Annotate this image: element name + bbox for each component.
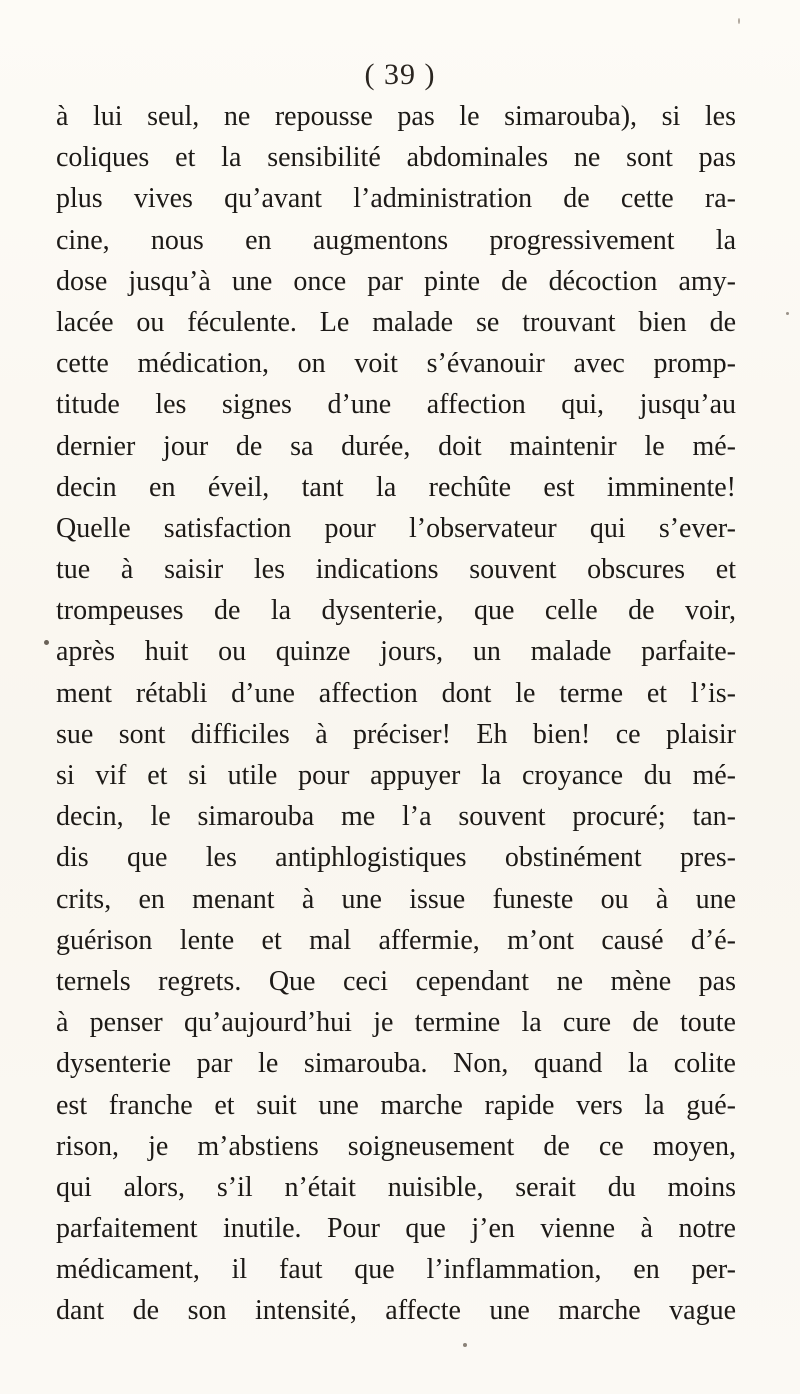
text-line: dis que les antiphlogistiques obstinément pres- bbox=[56, 842, 736, 874]
text-line: médicament, il faut que l’inflammation, en per- bbox=[56, 1254, 736, 1286]
text-line: decin, le simarouba me l’a souvent procuré; tan- bbox=[56, 801, 736, 833]
text-line: ment rétabli d’une affection dont le terme et l’is- bbox=[56, 677, 736, 709]
text-line: dysenterie par le simarouba. Non, quand la colite bbox=[56, 1048, 736, 1080]
text-line: cette médication, on voit s’évanouir avec promp- bbox=[56, 348, 736, 380]
paper-speck bbox=[738, 18, 740, 24]
text-line: tue à saisir les indications souvent obscures et bbox=[56, 554, 736, 586]
text-line: lacée ou féculente. Le malade se trouvant bien de bbox=[56, 306, 736, 338]
text-line: ternels regrets. Que ceci cependant ne mène pas bbox=[56, 965, 736, 997]
text-line: à penser qu’aujourd’hui je termine la cure de toute bbox=[56, 1007, 736, 1039]
page-number: ( 39 ) bbox=[364, 58, 436, 91]
text-line: sue sont difficiles à préciser! Eh bien! ce plaisir bbox=[56, 718, 736, 750]
text-line: crits, en menant à une issue funeste ou à une bbox=[56, 883, 736, 915]
text-line: à lui seul, ne repousse pas le simarouba), si les bbox=[56, 101, 736, 132]
paper-speck bbox=[463, 1343, 467, 1347]
text-line: titude les signes d’une affection qui, jusqu’au bbox=[56, 389, 736, 421]
paper-speck bbox=[786, 312, 789, 315]
text-line: cine, nous en augmentons progressivement la bbox=[56, 224, 736, 256]
paper-speck bbox=[44, 640, 49, 645]
text-line: après huit ou quinze jours, un malade parfaite- bbox=[56, 636, 736, 668]
text-line: parfaitement inutile. Pour que j’en vienne à notre bbox=[56, 1213, 736, 1245]
text-line: est franche et suit une marche rapide vers la gué- bbox=[56, 1089, 736, 1121]
text-line: si vif et si utile pour appuyer la croyance du mé- bbox=[56, 760, 736, 791]
text-line: dose jusqu’à une once par pinte de décoction amy- bbox=[56, 265, 736, 297]
text-line: plus vives qu’avant l’administration de cette ra- bbox=[56, 183, 736, 215]
text-line: dernier jour de sa durée, doit maintenir le mé- bbox=[56, 430, 736, 462]
text-line: rison, je m’abstiens soigneusement de ce moyen, bbox=[56, 1130, 736, 1162]
text-line: qui alors, s’il n’était nuisible, serait du moins bbox=[56, 1171, 736, 1203]
text-line: dant de son intensité, affecte une marche vague bbox=[56, 1295, 736, 1327]
text-line: decin en éveil, tant la rechûte est imminente! bbox=[56, 471, 736, 503]
body-text bbox=[56, 96, 736, 1332]
text-line: guérison lente et mal affermie, m’ont causé d’é- bbox=[56, 924, 736, 956]
text-line: coliques et la sensibilité abdominales ne sont pas bbox=[56, 142, 736, 174]
text-line: Quelle satisfaction pour l’observateur qui s’ever- bbox=[56, 512, 736, 544]
text-line: trompeuses de la dysenterie, que celle de voir, bbox=[56, 595, 736, 627]
